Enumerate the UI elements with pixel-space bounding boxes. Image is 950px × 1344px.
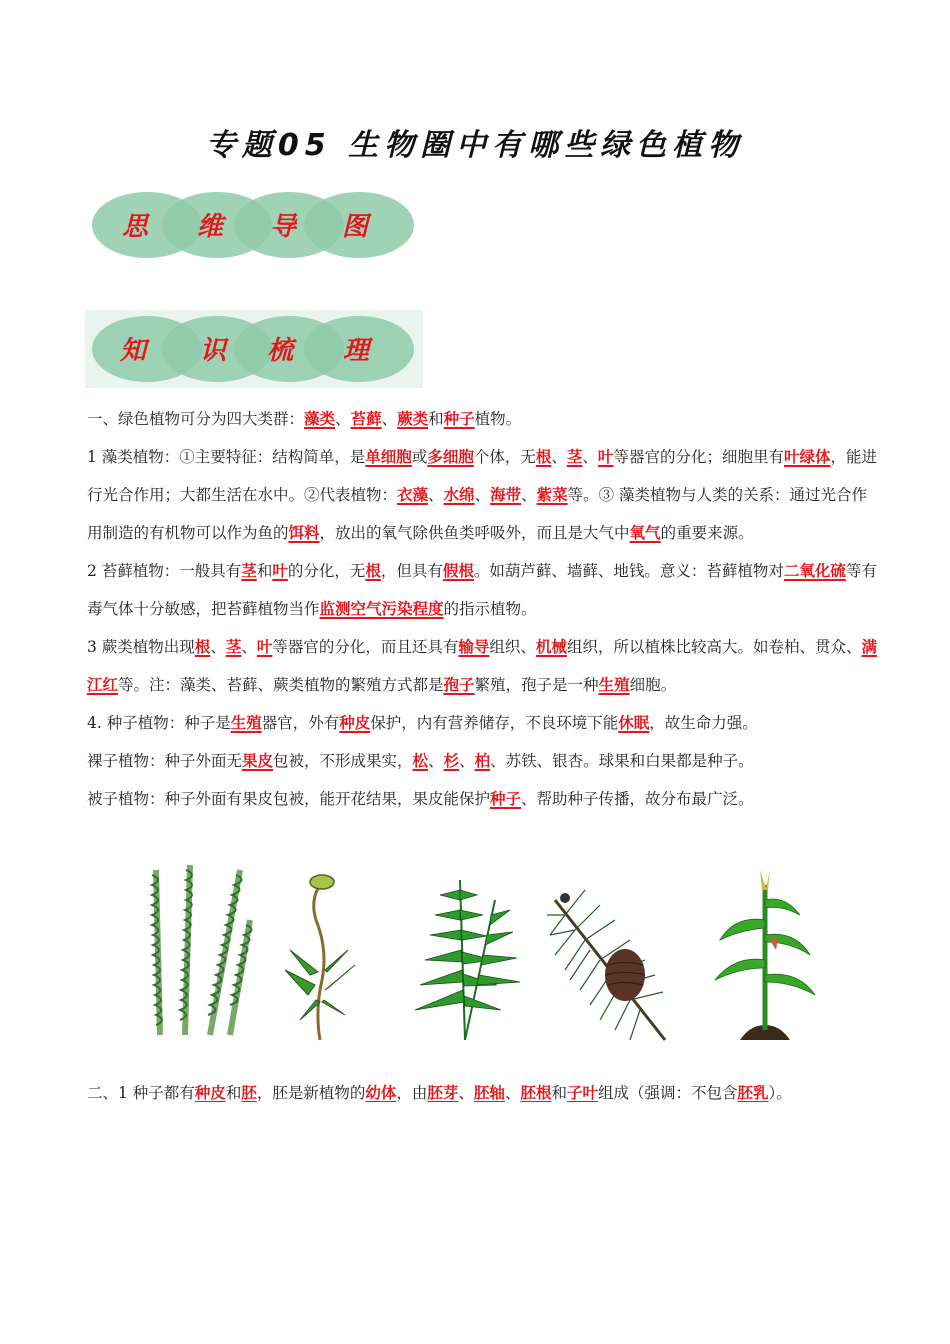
keyword: 叶绿体 — [783, 447, 831, 466]
text-run: 、 — [551, 448, 567, 466]
text-run: 组织，所以植株比较高大。如卷柏、贯众、 — [566, 638, 862, 656]
keyword: 叶 — [256, 637, 273, 656]
paragraph — [87, 704, 877, 742]
text-run: 繁殖，孢子是一种 — [474, 676, 599, 694]
keyword: 子叶 — [566, 1083, 598, 1102]
text-run: 、 — [459, 752, 475, 770]
keyword: 藻类 — [304, 409, 336, 428]
corn-icon — [715, 870, 815, 1040]
text-run: 的重要来源。 — [660, 524, 754, 542]
text-run: 包被，不形成果实， — [273, 752, 413, 770]
text-run: 个体，无 — [473, 448, 536, 466]
text-run: ）。 — [768, 1084, 792, 1102]
keyword: 胚轴 — [473, 1083, 505, 1102]
keyword: 种皮 — [194, 1083, 226, 1102]
keyword: 休眠 — [618, 713, 650, 732]
text-run: 裸子植物：种子外面无 — [87, 752, 243, 770]
text-run: 和 — [225, 1084, 242, 1102]
text-run: 被子植物：种子外面有果皮包被，能开花结果，果皮能保护 — [87, 790, 491, 808]
mindmap-banner — [92, 190, 417, 260]
keyword: 茎 — [241, 561, 257, 580]
banner-char: 理 — [343, 336, 370, 366]
text-run: 。如葫芦藓、墙藓、地钱。意义：苔藓植物对 — [473, 562, 784, 580]
fern-icon — [415, 880, 520, 1040]
banner-char: 知 — [120, 336, 147, 366]
keyword: 胚乳 — [737, 1083, 769, 1102]
text-run: 3 蕨类植物出现 — [87, 638, 195, 656]
text-run: 、 — [210, 638, 226, 656]
keyword: 生殖 — [230, 713, 262, 732]
spirogyra-icon — [152, 865, 252, 1035]
text-run: 1 藻类植物：①主要特征：结构简单，是 — [87, 448, 366, 466]
text-run: 植物。 — [474, 410, 522, 428]
text-run: 、 — [381, 410, 398, 428]
keyword: 蕨类 — [397, 409, 429, 428]
paragraph — [87, 742, 877, 780]
keyword: 衣藻 — [397, 485, 429, 504]
keyword: 输导 — [458, 637, 490, 656]
banner-char: 导 — [270, 212, 297, 242]
keyword: 果皮 — [242, 751, 274, 770]
text-run: 或 — [411, 448, 428, 466]
keyword: 二氧化硫 — [783, 561, 846, 580]
text-run: 等器官的分化，而且还具有 — [272, 638, 459, 656]
text-run: 的分化，无 — [287, 562, 366, 580]
keyword: 氧气 — [629, 523, 661, 542]
text-run: 二、1 种子都有 — [87, 1084, 195, 1102]
text-run: 等。注：藻类、苔藓、蕨类植物的繁殖方式都是 — [118, 676, 444, 694]
text-run: ，由 — [396, 1084, 428, 1102]
banner-char: 梳 — [267, 336, 294, 366]
keyword: 胚根 — [520, 1083, 552, 1102]
text-run: 、苏铁、银杏。球果和白果都是种子。 — [490, 752, 754, 770]
keyword: 茎 — [225, 637, 242, 656]
text-run: 器官，外有 — [261, 714, 340, 732]
keyword: 叶 — [597, 447, 614, 466]
text-run: ，但具有 — [380, 562, 443, 580]
paragraph — [87, 780, 877, 818]
page-title: 专题05 生物圈中有哪些绿色植物 — [205, 128, 745, 163]
text-run: 、 — [504, 1084, 521, 1102]
paragraph — [87, 552, 877, 628]
keyword: 饵料 — [288, 523, 320, 542]
banner-char: 思 — [122, 212, 149, 242]
keyword: 胚芽 — [427, 1083, 459, 1102]
keyword: 杉 — [443, 751, 460, 770]
keyword: 水绵 — [443, 485, 475, 504]
text-run: 、 — [428, 486, 444, 504]
text-run: 的指示植物。 — [443, 600, 537, 618]
text-run: 、 — [582, 448, 598, 466]
keyword: 种皮 — [339, 713, 371, 732]
keyword: 单细胞 — [365, 447, 412, 466]
text-run: 4. 种子植物：种子是 — [87, 714, 231, 732]
keyword: 种子 — [443, 409, 475, 428]
plant-illustrations — [140, 860, 820, 1050]
banner-char: 识 — [200, 336, 227, 366]
keyword: 胚 — [241, 1083, 257, 1102]
text-run: 细胞。 — [629, 676, 677, 694]
paragraph — [87, 438, 877, 552]
moss-icon — [285, 875, 355, 1040]
text-run: 和 — [256, 562, 273, 580]
keyword: 孢子 — [443, 675, 475, 694]
keyword: 监测空气污染程度 — [319, 599, 444, 618]
text-run: 、 — [241, 638, 257, 656]
keyword: 海带 — [490, 485, 522, 504]
keyword: 幼体 — [365, 1083, 397, 1102]
keyword: 松 — [412, 751, 429, 770]
text-run: 等有毒气体十分敏感，把苔藓植物当作 — [87, 562, 877, 618]
text-run: 和 — [428, 410, 444, 428]
keyword: 茎 — [566, 447, 583, 466]
keyword: 根 — [535, 447, 552, 466]
text-run: 、 — [521, 486, 537, 504]
text-run: 和 — [551, 1084, 567, 1102]
keyword: 根 — [365, 561, 381, 580]
knowledge-content — [87, 400, 877, 818]
banner-char: 图 — [342, 212, 369, 242]
text-run: 2 苔藓植物：一般具有 — [87, 562, 242, 580]
keyword: 叶 — [272, 561, 288, 580]
pine-icon — [547, 890, 665, 1040]
text-run: 组成（强调：不包含 — [598, 1084, 738, 1102]
text-run: 、 — [474, 486, 491, 504]
text-run: 一、绿色植物可分为四大类群： — [87, 410, 305, 428]
text-run: ，能进行光合作用；大都生活在水中。②代表植物： — [87, 448, 877, 504]
paragraph — [87, 400, 877, 438]
text-run: 、 — [458, 1084, 474, 1102]
text-run: ，胚是新植物的 — [256, 1084, 366, 1102]
keyword: 苔藓 — [350, 409, 382, 428]
section-two — [87, 1074, 887, 1112]
keyword: 柏 — [474, 751, 491, 770]
text-run: 、 — [428, 752, 444, 770]
text-run: ，故生命力强。 — [649, 714, 758, 732]
keyword: 紫菜 — [536, 485, 568, 504]
text-run: 等。③ 藻类植物与人类的关系：通过光合作用制造的有机物可以作为鱼的 — [87, 486, 868, 542]
keyword: 满江红 — [87, 637, 877, 694]
text-run: ，放出的氧气除供鱼类呼吸外，而且是大气中 — [319, 524, 630, 542]
text-run: 保护，内有营养储存，不良环境下能 — [370, 714, 619, 732]
paragraph — [87, 628, 877, 704]
text-run: 、帮助种子传播，故分布最广泛。 — [521, 790, 754, 808]
knowledge-banner — [85, 310, 423, 388]
keyword: 种子 — [490, 789, 522, 808]
keyword: 机械 — [535, 637, 567, 656]
text-run: 、 — [335, 410, 351, 428]
keyword: 根 — [194, 637, 211, 656]
banner-char: 维 — [197, 212, 224, 242]
text-run: 组织、 — [489, 638, 536, 656]
keyword: 假根 — [442, 561, 474, 580]
text-run: 等器官的分化；细胞里有 — [613, 448, 784, 466]
keyword: 生殖 — [598, 675, 630, 694]
keyword: 多细胞 — [427, 447, 474, 466]
